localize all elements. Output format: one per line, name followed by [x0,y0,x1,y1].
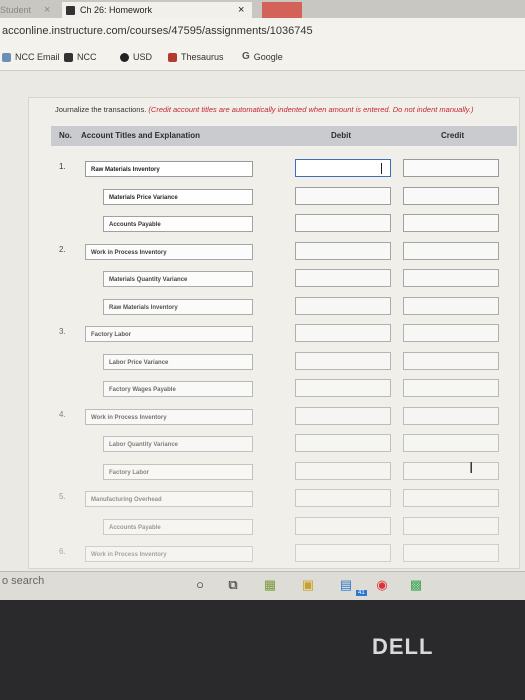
account-field[interactable]: Work in Process Inventory [85,244,253,260]
entry-number: 4. [59,409,66,419]
entry-number: 3. [59,327,66,336]
dell-logo: DELL [372,634,434,659]
journal-panel [28,97,520,569]
account-field[interactable]: Accounts Payable [103,519,253,535]
app-green-icon[interactable]: ▩ [409,577,423,592]
bookmark-label: Thesaurus [181,52,224,62]
bookmark-ncc[interactable] [64,50,97,64]
debit-input[interactable] [295,242,391,260]
bookmark-usd[interactable] [120,50,152,64]
table-row [51,433,517,459]
taskbar-search[interactable]: o search [2,575,45,587]
address-bar[interactable] [0,18,525,44]
bookmark-thesaurus[interactable] [168,50,224,64]
debit-input[interactable] [295,269,391,287]
table-row [51,323,517,349]
table-row [51,378,517,404]
close-icon[interactable]: × [44,4,51,16]
account-field[interactable]: Raw Materials Inventory [85,161,253,177]
credit-input[interactable] [403,214,499,232]
account-field[interactable]: Labor Quantity Variance [103,436,253,452]
tab-student[interactable] [0,2,62,18]
credit-input[interactable] [403,242,499,260]
ncc-logo-icon [66,6,75,15]
entry-number: 2. [59,244,66,254]
caret [381,163,382,174]
table-row [51,213,517,239]
url-text: acconline.instructure.com/courses/47595/assignments/1036745 [2,25,313,37]
bookmark-label: USD [133,52,153,62]
account-field[interactable]: Raw Materials Inventory [103,299,253,315]
credit-input[interactable] [403,187,499,205]
account-field[interactable]: Factory Wages Payable [103,381,253,397]
debit-input[interactable] [295,352,391,370]
bookmark-google[interactable] [242,50,283,64]
credit-input[interactable] [403,407,499,425]
notification-badge: 41 [358,590,365,596]
account-field[interactable]: Accounts Payable [103,216,253,232]
bookmarks-bar [0,44,525,71]
mail-icon[interactable]: ▤ [339,577,353,592]
bookmark-ncc-email[interactable] [2,50,60,64]
account-field[interactable]: Materials Price Variance [103,189,253,205]
header-credit: Credit [441,131,465,140]
account-field[interactable]: Factory Labor [85,326,253,342]
task-view-icon[interactable]: ⧉ [228,577,238,592]
table-row [51,516,517,542]
app-icon[interactable]: ▦ [263,577,277,592]
cortana-icon[interactable]: ○ [196,577,204,592]
debit-input[interactable] [295,324,391,342]
bookmark-label: Google [253,52,283,62]
tab-label: Student [0,5,32,15]
debit-input[interactable] [295,407,391,425]
credit-input[interactable] [403,517,499,535]
table-row [51,268,517,294]
header-account: Account Titles and Explanation [81,131,200,140]
bookmark-icon [2,53,11,62]
instructions-lead: Journalize the transactions. [55,105,147,114]
tab-homework[interactable] [62,2,252,18]
table-row [51,461,517,487]
credit-input[interactable] [403,379,499,397]
google-icon: G [242,51,250,62]
debit-input[interactable] [295,159,391,177]
debit-input[interactable] [295,297,391,315]
text-cursor-icon: I [469,460,474,477]
entry-number: 1. [59,162,66,171]
debit-input[interactable] [295,434,391,452]
debit-input[interactable] [295,544,391,562]
account-field[interactable]: Materials Quantity Variance [103,271,253,287]
tab-label: Ch 26: Homework [80,5,153,15]
table-row [51,241,517,267]
header-no: No. [59,131,72,140]
debit-input[interactable] [295,462,391,480]
table-row [51,406,517,432]
tab-other[interactable] [262,2,302,18]
account-field[interactable]: Manufacturing Overhead [85,491,253,507]
instructions [55,105,473,114]
debit-input[interactable] [295,187,391,205]
page-content [0,71,525,571]
table-row [51,488,517,514]
credit-input[interactable] [403,352,499,370]
account-field[interactable]: Work in Process Inventory [85,546,253,562]
tab-bar [0,0,525,18]
debit-input[interactable] [295,489,391,507]
account-field[interactable]: Factory Labor [103,464,253,480]
credit-input[interactable] [403,159,499,177]
account-field[interactable]: Labor Price Variance [103,354,253,370]
bookmark-label: NCC Email [15,52,60,62]
thesaurus-icon [168,53,177,62]
credit-input[interactable] [403,297,499,315]
ncc-logo-icon [64,53,73,62]
credit-input[interactable] [403,434,499,452]
entry-number: 6. [59,547,66,556]
store-icon[interactable]: ▣ [301,577,315,592]
laptop-bezel [0,600,525,700]
credit-input[interactable] [403,544,499,562]
debit-input[interactable] [295,214,391,232]
chrome-icon[interactable]: ◉ [376,577,388,592]
credit-input[interactable] [403,269,499,287]
taskbar [0,571,525,600]
credit-input[interactable] [403,324,499,342]
close-icon[interactable]: × [238,4,245,16]
credit-input[interactable] [403,489,499,507]
account-field[interactable]: Work in Process Inventory [85,409,253,425]
table-row [51,543,517,569]
header-debit: Debit [331,131,351,140]
credit-input[interactable] [403,462,499,480]
debit-input[interactable] [295,517,391,535]
table-row [51,296,517,322]
table-header [51,126,517,146]
debit-input[interactable] [295,379,391,397]
table-row [51,186,517,212]
usd-icon [120,53,129,62]
instructions-note: (Credit account titles are automatically indented when amount is entered. Do not indent manually.) [148,105,474,114]
bookmark-label: NCC [77,52,97,62]
entry-number: 5. [59,492,66,501]
table-row [51,158,517,184]
table-row [51,351,517,377]
